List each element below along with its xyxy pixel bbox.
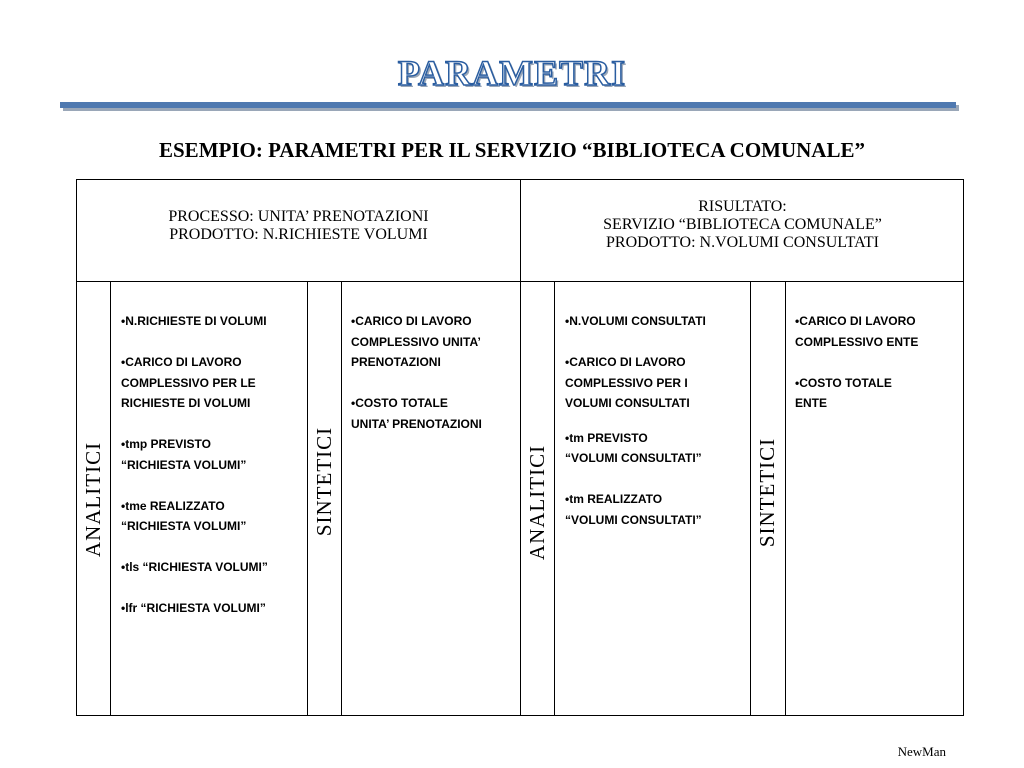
right-header-line2: SERVIZIO “BIBLIOTECA COMUNALE” bbox=[603, 216, 882, 233]
footer-label: NewMan bbox=[897, 744, 946, 759]
slide-title: PARAMETRI bbox=[397, 53, 627, 93]
analitici-label-right: ANALITICI bbox=[525, 444, 550, 560]
sintetici-label-right: SINTETICI bbox=[755, 437, 780, 547]
list-item: •COSTO TOTALE UNITA’ PRENOTAZIONI bbox=[351, 396, 482, 431]
table-header-divider bbox=[76, 281, 964, 282]
right-header-line3: PRODOTTO: N.VOLUMI CONSULTATI bbox=[606, 234, 879, 251]
analitici-result-list bbox=[565, 311, 749, 551]
list-item: •CARICO DI LAVORO COMPLESSIVO UNITA’ PRENOTAZIONI bbox=[351, 314, 481, 369]
list-item: •N.VOLUMI CONSULTATI bbox=[565, 314, 706, 328]
table-divider bbox=[110, 281, 111, 716]
slide-subtitle: ESEMPIO: PARAMETRI PER IL SERVIZIO “BIBLIOTECA COMUNALE” bbox=[159, 138, 865, 162]
list-item: •N.RICHIESTE DI VOLUMI bbox=[121, 314, 267, 328]
analitici-process-list bbox=[121, 311, 305, 639]
list-item: •tls “RICHIESTA VOLUMI” bbox=[121, 560, 268, 574]
left-header-line1: PROCESSO: UNITA’ PRENOTAZIONI bbox=[168, 208, 429, 225]
list-item: •CARICO DI LAVORO COMPLESSIVO ENTE bbox=[795, 314, 919, 349]
list-item: •CARICO DI LAVORO COMPLESSIVO PER LE RICHIESTE DI VOLUMI bbox=[121, 355, 256, 410]
left-column-header bbox=[77, 208, 520, 244]
sintetici-process-list bbox=[351, 311, 519, 455]
list-item: •lfr “RICHIESTA VOLUMI” bbox=[121, 601, 266, 615]
list-item: •tm PREVISTO “VOLUMI CONSULTATI” bbox=[565, 430, 702, 465]
sintetici-result-list bbox=[795, 311, 961, 434]
list-item: •tme REALIZZATO “RICHIESTA VOLUMI” bbox=[121, 498, 247, 533]
analitici-label-left: ANALITICI bbox=[81, 441, 106, 557]
list-item: •COSTO TOTALE ENTE bbox=[795, 375, 892, 410]
table-divider bbox=[785, 281, 786, 716]
list-item: •tmp PREVISTO “RICHIESTA VOLUMI” bbox=[121, 437, 247, 472]
list-item: •tm REALIZZATO “VOLUMI CONSULTATI” bbox=[565, 492, 702, 527]
title-underline bbox=[60, 102, 956, 108]
right-column-header bbox=[521, 198, 964, 252]
sintetici-label-left: SINTETICI bbox=[312, 426, 337, 536]
table-divider bbox=[341, 281, 342, 716]
table-divider bbox=[554, 281, 555, 716]
list-item: •CARICO DI LAVORO COMPLESSIVO PER I VOLUMI CONSULTATI bbox=[565, 355, 690, 410]
left-header-line2: PRODOTTO: N.RICHIESTE VOLUMI bbox=[169, 226, 428, 243]
right-header-line1: RISULTATO: bbox=[698, 198, 787, 215]
